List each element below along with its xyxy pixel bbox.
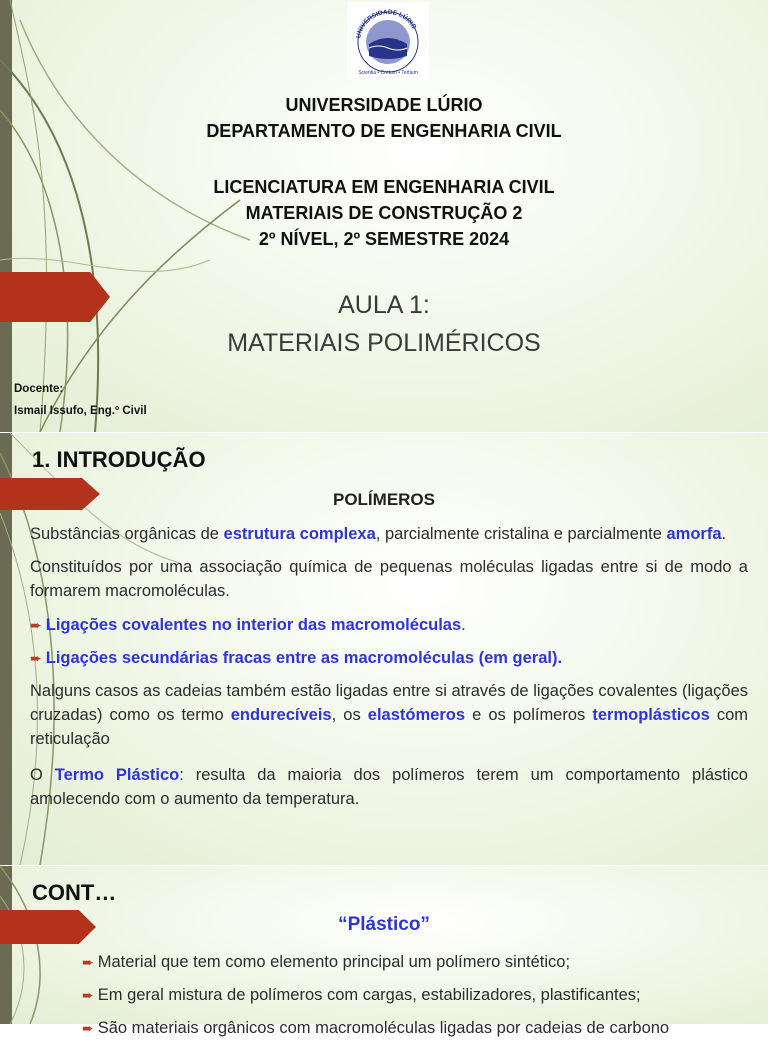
course-name: LICENCIATURA EM ENGENHARIA CIVIL — [213, 177, 555, 197]
arrow-bullet-icon: ➨ — [82, 987, 94, 1003]
teacher-block — [14, 378, 147, 422]
bullet-secondary-text: Ligações secundárias fracas entre as macromoléculas (em geral). — [45, 649, 563, 667]
plastic-list-item-2 — [82, 983, 641, 1007]
plastic-list-item-3 — [82, 1016, 669, 1040]
p3-highlight-elastomers: elastómeros — [367, 706, 465, 724]
teacher-name: Ismail Issufo, Eng.º Civil — [14, 405, 147, 417]
plastic-list-item-1 — [82, 950, 570, 974]
department-name: DEPARTAMENTO DE ENGENHARIA CIVIL — [206, 121, 562, 141]
plastic-list-text-1: Material que tem como elemento principal um polímero sintético; — [97, 953, 571, 971]
logo-ring-text: UNIVERSIDADE LÚRIO — [355, 8, 418, 39]
paragraph-1 — [30, 522, 748, 546]
arrow-bullet-icon: ➨ — [82, 1020, 94, 1036]
p3-text: Nalguns casos as cadeias também estão ligadas entre si através de ligações covalentes (ligações cruzadas) como os termo — [30, 682, 748, 724]
p1-highlight-complex-structure: estrutura complexa — [223, 525, 376, 543]
p3-highlight-thermosets: endurecíveis — [230, 706, 332, 724]
arrow-bullet-icon: ➨ — [30, 617, 42, 633]
arrow-bullet-icon: ➨ — [30, 650, 42, 666]
university-logo — [347, 2, 429, 80]
p4-text-2: : resulta da maioria dos polímeros terem um comportamento plástico amolecendo com o aumento da temperatura. — [30, 766, 748, 808]
paragraph-4 — [30, 763, 748, 811]
title-slide — [0, 0, 768, 432]
plastic-list-text-3: São materiais orgânicos com macromoléculas ligadas por cadeias de carbono — [97, 1019, 670, 1037]
course-block — [0, 174, 768, 252]
university-block — [0, 92, 768, 144]
continuation-slide — [0, 866, 768, 1037]
lesson-title: MATERIAIS POLIMÉRICOS — [227, 329, 541, 357]
introduction-slide — [0, 433, 768, 865]
paragraph-3 — [30, 679, 748, 751]
bullet-covalent-period: . — [461, 616, 466, 634]
paragraph-2: Constituídos por uma associação química de pequenas moléculas ligadas entre si de modo a formarem macromoléculas. — [30, 558, 748, 600]
p4-highlight-plastic-term: Termo Plástico — [54, 766, 180, 784]
p1-highlight-amorphous: amorfa — [666, 525, 722, 543]
p1-text: Substâncias orgânicas de — [30, 525, 224, 543]
left-bar — [0, 866, 12, 1024]
p3-text-3: e os polímeros — [465, 706, 593, 724]
plastic-subheading: “Plástico” — [338, 914, 430, 935]
university-name: UNIVERSIDADE LÚRIO — [285, 95, 483, 115]
section-heading: 1. INTRODUÇÃO — [32, 447, 206, 472]
p1-text-2: , parcialmente cristalina e parcialmente — [375, 525, 667, 543]
arrow-bullet-icon: ➨ — [82, 954, 94, 970]
logo-motto: Scientia • Cretum • Tertium — [358, 70, 418, 76]
lesson-number: AULA 1: — [338, 291, 430, 319]
lesson-block — [0, 286, 768, 362]
p3-text-4: com reticulação — [30, 706, 748, 748]
teacher-label: Docente: — [14, 383, 64, 395]
subject-name: MATERIAIS DE CONSTRUÇÃO 2 — [245, 203, 523, 223]
cont-heading: CONT… — [32, 880, 117, 905]
p4-text: O — [30, 766, 55, 784]
bullet-secondary — [30, 646, 748, 670]
p3-text-2: , os — [331, 706, 368, 724]
plastic-list-text-2: Em geral mistura de polímeros com cargas, estabilizadores, plastificantes; — [97, 986, 641, 1004]
bullet-covalent — [30, 613, 748, 637]
bullet-covalent-text: Ligações covalentes no interior das macromoléculas — [45, 616, 462, 634]
level-text: 2º NÍVEL, 2º SEMESTRE 2024 — [258, 229, 510, 249]
p3-highlight-thermoplastics: termoplásticos — [592, 706, 710, 724]
p1-period: . — [721, 525, 727, 543]
section-subheading: POLÍMEROS — [332, 490, 435, 509]
